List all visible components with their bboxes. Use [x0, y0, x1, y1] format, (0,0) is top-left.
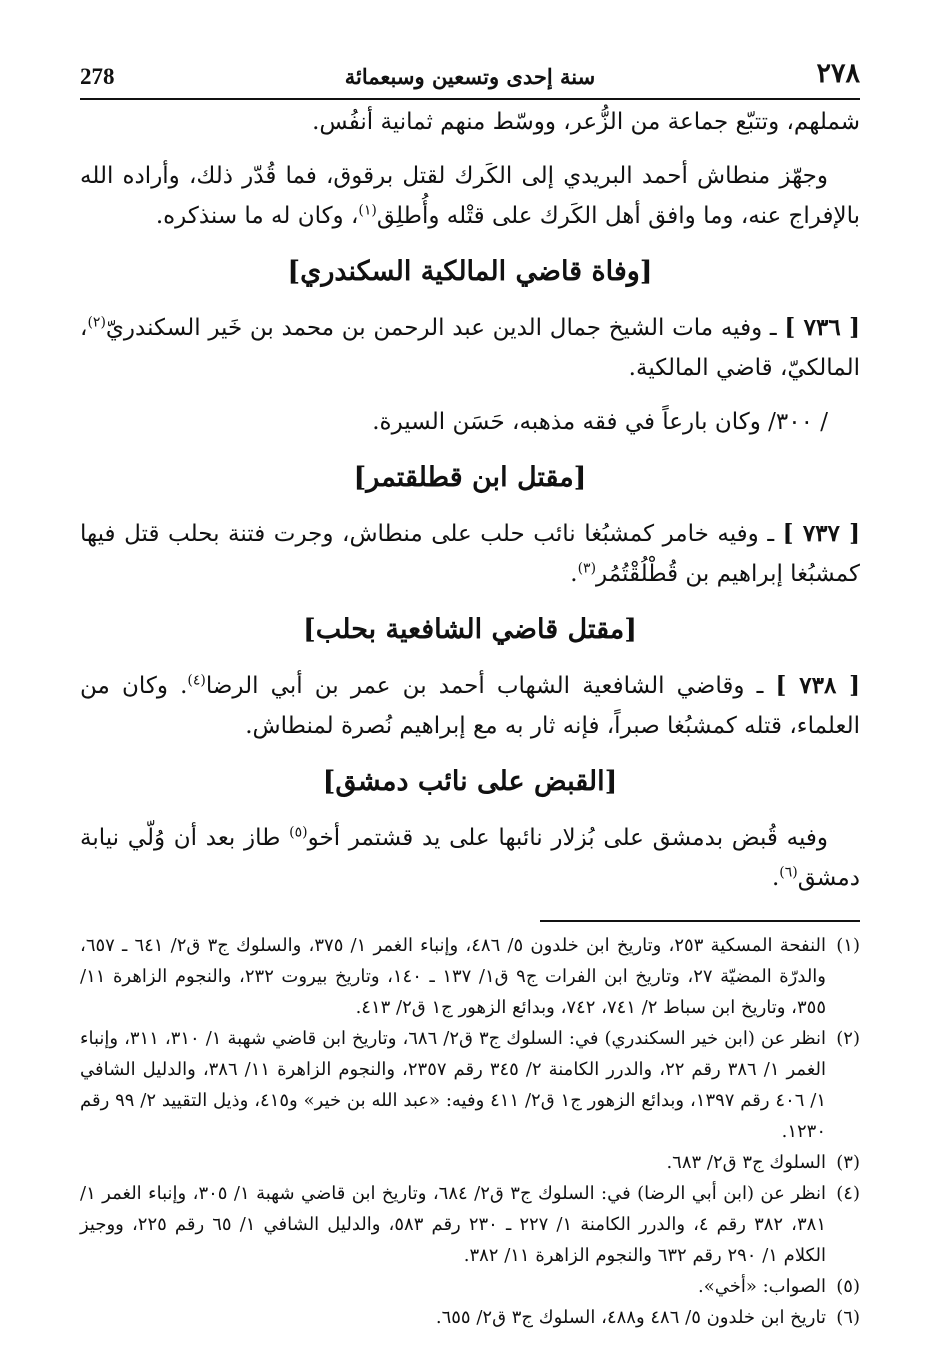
footnote — [80, 930, 860, 1023]
paragraph-text: . — [771, 865, 780, 891]
section-heading: [وفاة قاضي المالكية السكندري] — [287, 256, 653, 287]
footnote-mark: (٣) — [836, 1152, 860, 1173]
paragraph-text: . — [570, 561, 578, 587]
paragraph — [80, 818, 860, 898]
section-heading: [مقتل قاضي الشافعية بحلب] — [302, 614, 638, 645]
footnote-text: انظر عن (ابن أبي الرضا) في: السلوك ج٣ ق٢/ ٦٨٤، وتاريخ ابن قاضي شهبة ١/ ٣٠٥، وإنباء الغمر ١/ ٣٨١، ٣٨٢ رقم ٤، والدرر الكامنة ١/ ٢٢٧ ـ ٢٣٠ رقم ٥٨٣، والدليل الشافي ١/ ٦٥ رقم ٢٢٥، ووجيز الكلام ١/ ٢٩٠ رقم ٦٣٢ والنجوم الزاهرة ١١/ ٣٨٢. — [80, 1183, 826, 1266]
paragraph-text: وجهّز منطاش أحمد البريدي إلى الكَرك لقتل برقوق، فما قُدّر ذلك، وأراده الله بالإفراج عنه، وما وافق أهل الكَرك على قتْله وأُطلِق — [80, 163, 860, 229]
footnote-ref[interactable]: (٤) — [187, 672, 206, 689]
footnote-ref[interactable]: (٢) — [87, 314, 106, 331]
paragraph — [80, 102, 860, 142]
paragraph — [80, 156, 860, 236]
footnote-ref[interactable]: (١) — [358, 202, 377, 219]
page-header — [80, 58, 860, 102]
footnote-text: انظر عن (ابن خير السكندري) في: السلوك ج٣ ق٢/ ٦٨٦، وتاريخ ابن قاضي شهبة ١/ ٣١٠، ٣١١، وإنباء الغمر ١/ ٣٨٦ رقم ٢٢، والدرر الكامنة ٢/ ٣٤٥ رقم ٢٣٥٧، والنجوم الزاهرة ١١/ ٣٨٦، والدليل الشافي ١/ ٤٠٦ رقم ١٣٩٧، وبدائع الزهور ج١ ق٢/ ٤١١ وفيه: «عبد الله بن خير» و٤١٥، وذيل التقييد ٢/ ٩٩ رقم ١٢٣٠. — [80, 1028, 826, 1142]
footnote-mark: (٢) — [836, 1028, 860, 1049]
paragraph-text: / ٣٠٠/ وكان بارعاً في فقه مذهبه، حَسَن السيرة. — [372, 409, 828, 435]
entry-number: [ ٧٣٨ ] — [775, 672, 861, 699]
footnote-separator — [540, 920, 860, 922]
entry-paragraph — [80, 308, 860, 388]
footnote — [80, 1302, 860, 1333]
footnotes — [80, 930, 860, 1333]
paragraph-text: ، وكان له ما سنذكره. — [155, 203, 359, 229]
footnote-mark: (٦) — [836, 1307, 860, 1328]
footnote-mark: (١) — [836, 935, 860, 956]
main-text — [80, 102, 860, 898]
page-number-arabic: ٢٧٨ — [816, 58, 860, 89]
footnote — [80, 1147, 860, 1178]
footnote-ref[interactable]: (٦) — [779, 864, 798, 881]
footnote-text: تاريخ ابن خلدون ٥/ ٤٨٦ و٤٨٨، السلوك ج٣ ق٢/ ٦٥٥. — [435, 1307, 826, 1328]
entry-number: [ ٧٣٦ ] — [784, 314, 861, 341]
header-rule — [80, 98, 860, 100]
paragraph — [80, 402, 860, 442]
paragraph-text: ، المالكيّ، قاضي المالكية. — [80, 315, 860, 381]
paragraph-text: ـ وقاضي الشافعية الشهاب أحمد بن عمر بن أبي الرضا — [205, 673, 776, 699]
paragraph-text: شملهم، وتتبّع جماعة من الزُّعر، ووسّط منهم ثمانية أنفُس. — [312, 109, 860, 135]
footnote-text: السلوك ج٣ ق٢/ ٦٨٣. — [666, 1152, 826, 1173]
footnote-text: الصواب: «أخي». — [697, 1276, 826, 1297]
paragraph-text: . وكان من العلماء، قتله كمشبُغا صبراً، فإنه ثار به مع إبراهيم نُصرة لمنطاش. — [80, 673, 860, 739]
entry-number: [ ٧٣٧ ] — [782, 520, 861, 547]
footnote-mark: (٥) — [836, 1276, 860, 1297]
footnote-text: النفحة المسكية ٢٥٣، وتاريخ ابن خلدون ٥/ ٤٨٦، وإنباء الغمر ١/ ٣٧٥، والسلوك ج٣ ق٢/ ٦٤١ ـ ٦٥٧، والدرّة المضيّة ٢٧، وتاريخ ابن الفرات ج٩ ق١/ ١٣٧ ـ ١٤٠، وتاريخ بيروت ٢٣٢، والنجوم الزاهرة ١١/ ٣٥٥، وتاريخ ابن سباط ٢/ ٧٤١، ٧٤٢، وبدائع الزهور ج١ ق٢/ ٤١٣. — [80, 935, 826, 1018]
paragraph-text: طاز بعد أن وُلّي نيابة دمشق — [80, 825, 860, 891]
footnote-mark: (٤) — [836, 1183, 860, 1204]
paragraph-text: ـ وفيه مات الشيخ جمال الدين عبد الرحمن بن محمد بن خَير السكندريّ — [105, 315, 785, 341]
entry-paragraph — [80, 666, 860, 746]
footnote — [80, 1023, 860, 1147]
footnote-ref[interactable]: (٣) — [577, 560, 597, 577]
paragraph-text: ـ وفيه خامر كمشبُغا نائب حلب على منطاش، وجرت فتنة بحلب قتل فيها كمشبُغا إبراهيم بن قُطْلُقْتُمُر — [80, 521, 860, 587]
footnote — [80, 1271, 860, 1302]
section-heading: [القبض على نائب دمشق] — [322, 766, 618, 797]
entry-paragraph — [80, 514, 860, 594]
paragraph-text: وفيه قُبض بدمشق على بُزلار نائبها على يد قشتمر أخو — [307, 825, 828, 851]
footnote-ref[interactable]: (٥) — [289, 824, 308, 841]
page-number-latin: 278 — [80, 64, 115, 89]
footnote — [80, 1178, 860, 1271]
section-heading: [مقتل ابن قطلقتمر] — [353, 462, 587, 493]
running-title: سنة إحدى وتسعين وسبعمائة — [344, 64, 596, 89]
